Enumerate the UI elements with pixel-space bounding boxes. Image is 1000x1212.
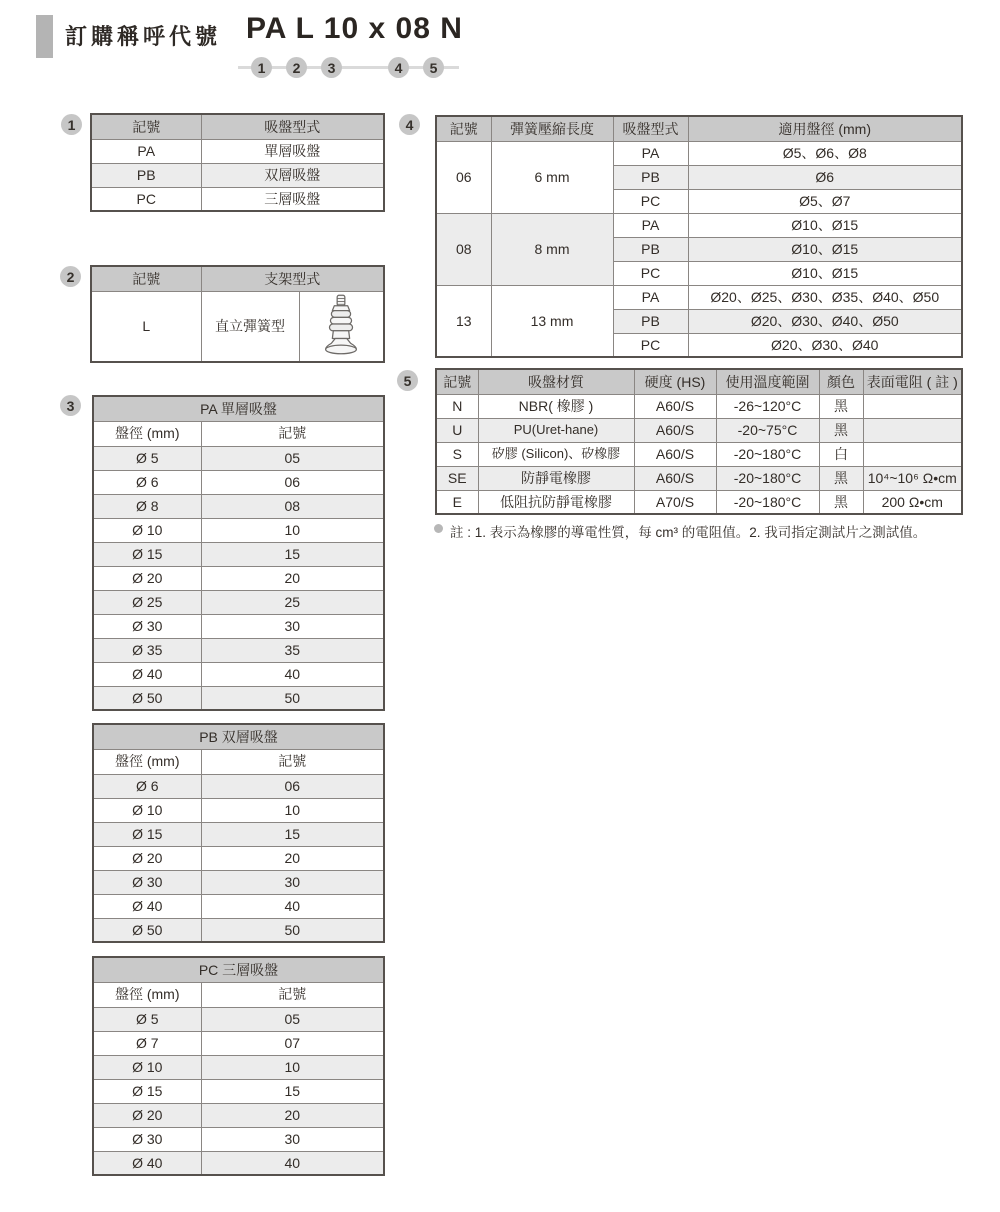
table-cell — [863, 418, 962, 442]
table-cell: A60/S — [634, 442, 716, 466]
table-cell: Ø 10 — [93, 1055, 201, 1079]
table-row — [93, 822, 384, 846]
column-header: 吸盤型式 — [613, 116, 688, 141]
table-cell: Ø 7 — [93, 1031, 201, 1055]
table-header-row — [93, 421, 384, 446]
table-cell: 10 — [201, 798, 384, 822]
table-row — [91, 163, 384, 187]
table-title-row — [93, 957, 384, 982]
column-header: 吸盤型式 — [201, 114, 384, 139]
table-cell: Ø10、Ø15 — [688, 237, 962, 261]
section-badge-1: 1 — [61, 114, 82, 135]
table-cell: 13 mm — [491, 285, 613, 357]
table-header-row — [91, 266, 384, 291]
table-row — [93, 870, 384, 894]
table-cell: Ø10、Ø15 — [688, 213, 962, 237]
table-cell: Ø6 — [688, 165, 962, 189]
table-cell: 低阻抗防靜電橡膠 — [478, 490, 634, 514]
table-cell: 單層吸盤 — [201, 139, 384, 163]
table-cell: PC — [613, 333, 688, 357]
table-cell: -20~180°C — [716, 466, 819, 490]
table-cell: 40 — [201, 1151, 384, 1175]
table-cell: Ø 50 — [93, 918, 201, 942]
column-header: 表面電阻 ( 註 ) — [863, 369, 962, 394]
table-row — [93, 518, 384, 542]
column-header: 盤徑 (mm) — [93, 982, 201, 1007]
column-header: 記號 — [436, 116, 491, 141]
table-cell: PB — [91, 163, 201, 187]
table-cell: PC — [91, 187, 201, 211]
table-cell: PA — [613, 285, 688, 309]
table-cell: Ø 10 — [93, 798, 201, 822]
table-title-row — [93, 396, 384, 421]
bullet-icon — [434, 524, 443, 533]
spring-suction-cup-drawing — [317, 293, 365, 357]
table-cell: Ø 30 — [93, 614, 201, 638]
table-row — [93, 798, 384, 822]
table-cell: Ø 5 — [93, 446, 201, 470]
table-cell: Ø 35 — [93, 638, 201, 662]
column-header: 顏色 — [819, 369, 863, 394]
table-cell: 05 — [201, 446, 384, 470]
table-cell: Ø 15 — [93, 822, 201, 846]
table-cell: 矽膠 (Silicon)、矽橡膠 — [478, 442, 634, 466]
table-cell: 35 — [201, 638, 384, 662]
table-cell: 20 — [201, 566, 384, 590]
table-title: PB 双層吸盤 — [93, 724, 384, 749]
table-cell: 8 mm — [491, 213, 613, 285]
column-header: 吸盤材質 — [478, 369, 634, 394]
table-cell — [299, 291, 384, 362]
table-row — [93, 638, 384, 662]
table-cell: 30 — [201, 1127, 384, 1151]
table-row — [436, 213, 962, 237]
table-cell: S — [436, 442, 478, 466]
table-cell: 30 — [201, 614, 384, 638]
table-cell — [863, 394, 962, 418]
table-cell: Ø 40 — [93, 662, 201, 686]
spring-length-table — [435, 115, 963, 358]
column-header: 支架型式 — [201, 266, 384, 291]
table-cell: Ø 20 — [93, 846, 201, 870]
table-cell: 50 — [201, 686, 384, 710]
table-cell: 10 — [201, 1055, 384, 1079]
table-cell: 200 Ω•cm — [863, 490, 962, 514]
table-cell: Ø 10 — [93, 518, 201, 542]
section-badge-4: 4 — [399, 114, 420, 135]
table-cell: 30 — [201, 870, 384, 894]
table-row — [93, 1103, 384, 1127]
column-header: 適用盤徑 (mm) — [688, 116, 962, 141]
column-header: 硬度 (HS) — [634, 369, 716, 394]
table-cell: Ø 25 — [93, 590, 201, 614]
table-cell: 10⁴~10⁶ Ω•cm — [863, 466, 962, 490]
table-cell: 08 — [436, 213, 491, 285]
page-title: 訂購稱呼代號 — [65, 24, 222, 49]
table-row — [93, 1007, 384, 1031]
table-cell: 直立彈簧型 — [201, 291, 299, 362]
table-cell: PB — [613, 309, 688, 333]
table-cell: A60/S — [634, 394, 716, 418]
table-title-row — [93, 724, 384, 749]
table-cell: -20~180°C — [716, 490, 819, 514]
table-row — [436, 466, 962, 490]
table-row — [436, 418, 962, 442]
table-header-row — [91, 114, 384, 139]
title-accent-bar — [36, 15, 53, 58]
table-cell: A60/S — [634, 466, 716, 490]
table-cell: 06 — [436, 141, 491, 213]
table-cell: PA — [91, 139, 201, 163]
table-row — [93, 590, 384, 614]
table-cell: PC — [613, 261, 688, 285]
code-marker-5: 5 — [423, 57, 444, 78]
table-cell: 黑 — [819, 466, 863, 490]
table-cell: Ø 20 — [93, 566, 201, 590]
table-cell: Ø 5 — [93, 1007, 201, 1031]
table-cell: 40 — [201, 662, 384, 686]
table-cell: Ø5、Ø6、Ø8 — [688, 141, 962, 165]
table-cell: 15 — [201, 822, 384, 846]
column-header: 盤徑 (mm) — [93, 421, 201, 446]
table-row — [93, 894, 384, 918]
table-cell: 05 — [201, 1007, 384, 1031]
table-cell: 07 — [201, 1031, 384, 1055]
table-cell: N — [436, 394, 478, 418]
table-cell: PB — [613, 237, 688, 261]
column-header: 記號 — [201, 982, 384, 1007]
table-cell: 白 — [819, 442, 863, 466]
table-cell: Ø 50 — [93, 686, 201, 710]
table-row — [93, 1079, 384, 1103]
table-cell: E — [436, 490, 478, 514]
column-header: 使用溫度範圍 — [716, 369, 819, 394]
table-row — [436, 490, 962, 514]
code-marker-2: 2 — [286, 57, 307, 78]
table-cell: 40 — [201, 894, 384, 918]
column-header: 記號 — [201, 749, 384, 774]
table-cell: Ø 20 — [93, 1103, 201, 1127]
table-cell: A70/S — [634, 490, 716, 514]
table-row — [93, 918, 384, 942]
table-cell: 6 mm — [491, 141, 613, 213]
table-row — [93, 494, 384, 518]
table-row — [93, 662, 384, 686]
table-cell: PC — [613, 189, 688, 213]
table-cell: 20 — [201, 846, 384, 870]
table-header-row — [436, 116, 962, 141]
table-cell: 黑 — [819, 490, 863, 514]
table-cell: 双層吸盤 — [201, 163, 384, 187]
table-cell: 13 — [436, 285, 491, 357]
column-header: 記號 — [91, 114, 201, 139]
table-cell: U — [436, 418, 478, 442]
table-header-row — [93, 749, 384, 774]
pa-diameter-table — [92, 395, 385, 711]
table-row — [93, 542, 384, 566]
table-cell: 防靜電橡膠 — [478, 466, 634, 490]
table-cell: -20~180°C — [716, 442, 819, 466]
table-cell: 25 — [201, 590, 384, 614]
table-cell: Ø 15 — [93, 1079, 201, 1103]
code-marker-4: 4 — [388, 57, 409, 78]
table-cell: A60/S — [634, 418, 716, 442]
table-row — [91, 187, 384, 211]
table-cell: 50 — [201, 918, 384, 942]
table-cell: Ø20、Ø30、Ø40 — [688, 333, 962, 357]
footnote-text: 註 : 1. 表示為橡膠的導電性質，每 cm³ 的電阻值。2. 我司指定測試片之測試值。 — [450, 525, 927, 540]
table-cell: 三層吸盤 — [201, 187, 384, 211]
section-badge-3: 3 — [60, 395, 81, 416]
table-header-row — [436, 369, 962, 394]
table-cell: Ø 6 — [93, 470, 201, 494]
table-cell: PA — [613, 141, 688, 165]
column-header: 記號 — [201, 421, 384, 446]
table-title: PC 三層吸盤 — [93, 957, 384, 982]
table-cell: Ø 15 — [93, 542, 201, 566]
table-row — [93, 566, 384, 590]
table-cell: Ø 8 — [93, 494, 201, 518]
section-badge-5: 5 — [397, 370, 418, 391]
table-row — [91, 139, 384, 163]
table-cell: 15 — [201, 1079, 384, 1103]
table-cell: 06 — [201, 470, 384, 494]
table-cell: NBR( 橡膠 ) — [478, 394, 634, 418]
table-cell: 黑 — [819, 418, 863, 442]
bracket-type-table — [90, 265, 385, 363]
section-badge-2: 2 — [60, 266, 81, 287]
table-cell: -20~75°C — [716, 418, 819, 442]
table-cell: Ø 40 — [93, 1151, 201, 1175]
table-cell: -26~120°C — [716, 394, 819, 418]
table-row — [436, 285, 962, 309]
order-code-text: PA L 10 x 08 N — [246, 12, 463, 45]
table-cell: PA — [613, 213, 688, 237]
table-row — [93, 774, 384, 798]
table-row — [93, 686, 384, 710]
table-row — [91, 291, 384, 362]
table-row — [436, 141, 962, 165]
pad-type-table — [90, 113, 385, 212]
table-cell: Ø10、Ø15 — [688, 261, 962, 285]
table-row — [93, 1151, 384, 1175]
table-row — [93, 470, 384, 494]
table-cell: 08 — [201, 494, 384, 518]
column-header: 盤徑 (mm) — [93, 749, 201, 774]
column-header: 記號 — [91, 266, 201, 291]
table-row — [436, 394, 962, 418]
table-cell: Ø 30 — [93, 870, 201, 894]
table-row — [93, 1127, 384, 1151]
table-row — [436, 442, 962, 466]
table-cell: 06 — [201, 774, 384, 798]
footnote — [434, 521, 926, 541]
pc-diameter-table — [92, 956, 385, 1176]
table-cell — [863, 442, 962, 466]
table-cell: PU(Uret-hane) — [478, 418, 634, 442]
table-row — [93, 446, 384, 470]
table-cell: 黑 — [819, 394, 863, 418]
code-marker-3: 3 — [321, 57, 342, 78]
column-header: 彈簧壓縮長度 — [491, 116, 613, 141]
table-row — [93, 1055, 384, 1079]
table-cell: Ø20、Ø25、Ø30、Ø35、Ø40、Ø50 — [688, 285, 962, 309]
table-row — [93, 614, 384, 638]
table-cell: Ø 40 — [93, 894, 201, 918]
table-cell: Ø5、Ø7 — [688, 189, 962, 213]
pb-diameter-table — [92, 723, 385, 943]
table-cell: L — [91, 291, 201, 362]
table-title: PA 單層吸盤 — [93, 396, 384, 421]
table-cell: Ø20、Ø30、Ø40、Ø50 — [688, 309, 962, 333]
table-cell: Ø 6 — [93, 774, 201, 798]
table-row — [93, 846, 384, 870]
table-cell: 15 — [201, 542, 384, 566]
table-row — [93, 1031, 384, 1055]
table-header-row — [93, 982, 384, 1007]
column-header: 記號 — [436, 369, 478, 394]
table-cell: 10 — [201, 518, 384, 542]
table-cell: PB — [613, 165, 688, 189]
table-cell: SE — [436, 466, 478, 490]
table-cell: 20 — [201, 1103, 384, 1127]
material-table — [435, 368, 963, 515]
code-marker-1: 1 — [251, 57, 272, 78]
table-cell: Ø 30 — [93, 1127, 201, 1151]
